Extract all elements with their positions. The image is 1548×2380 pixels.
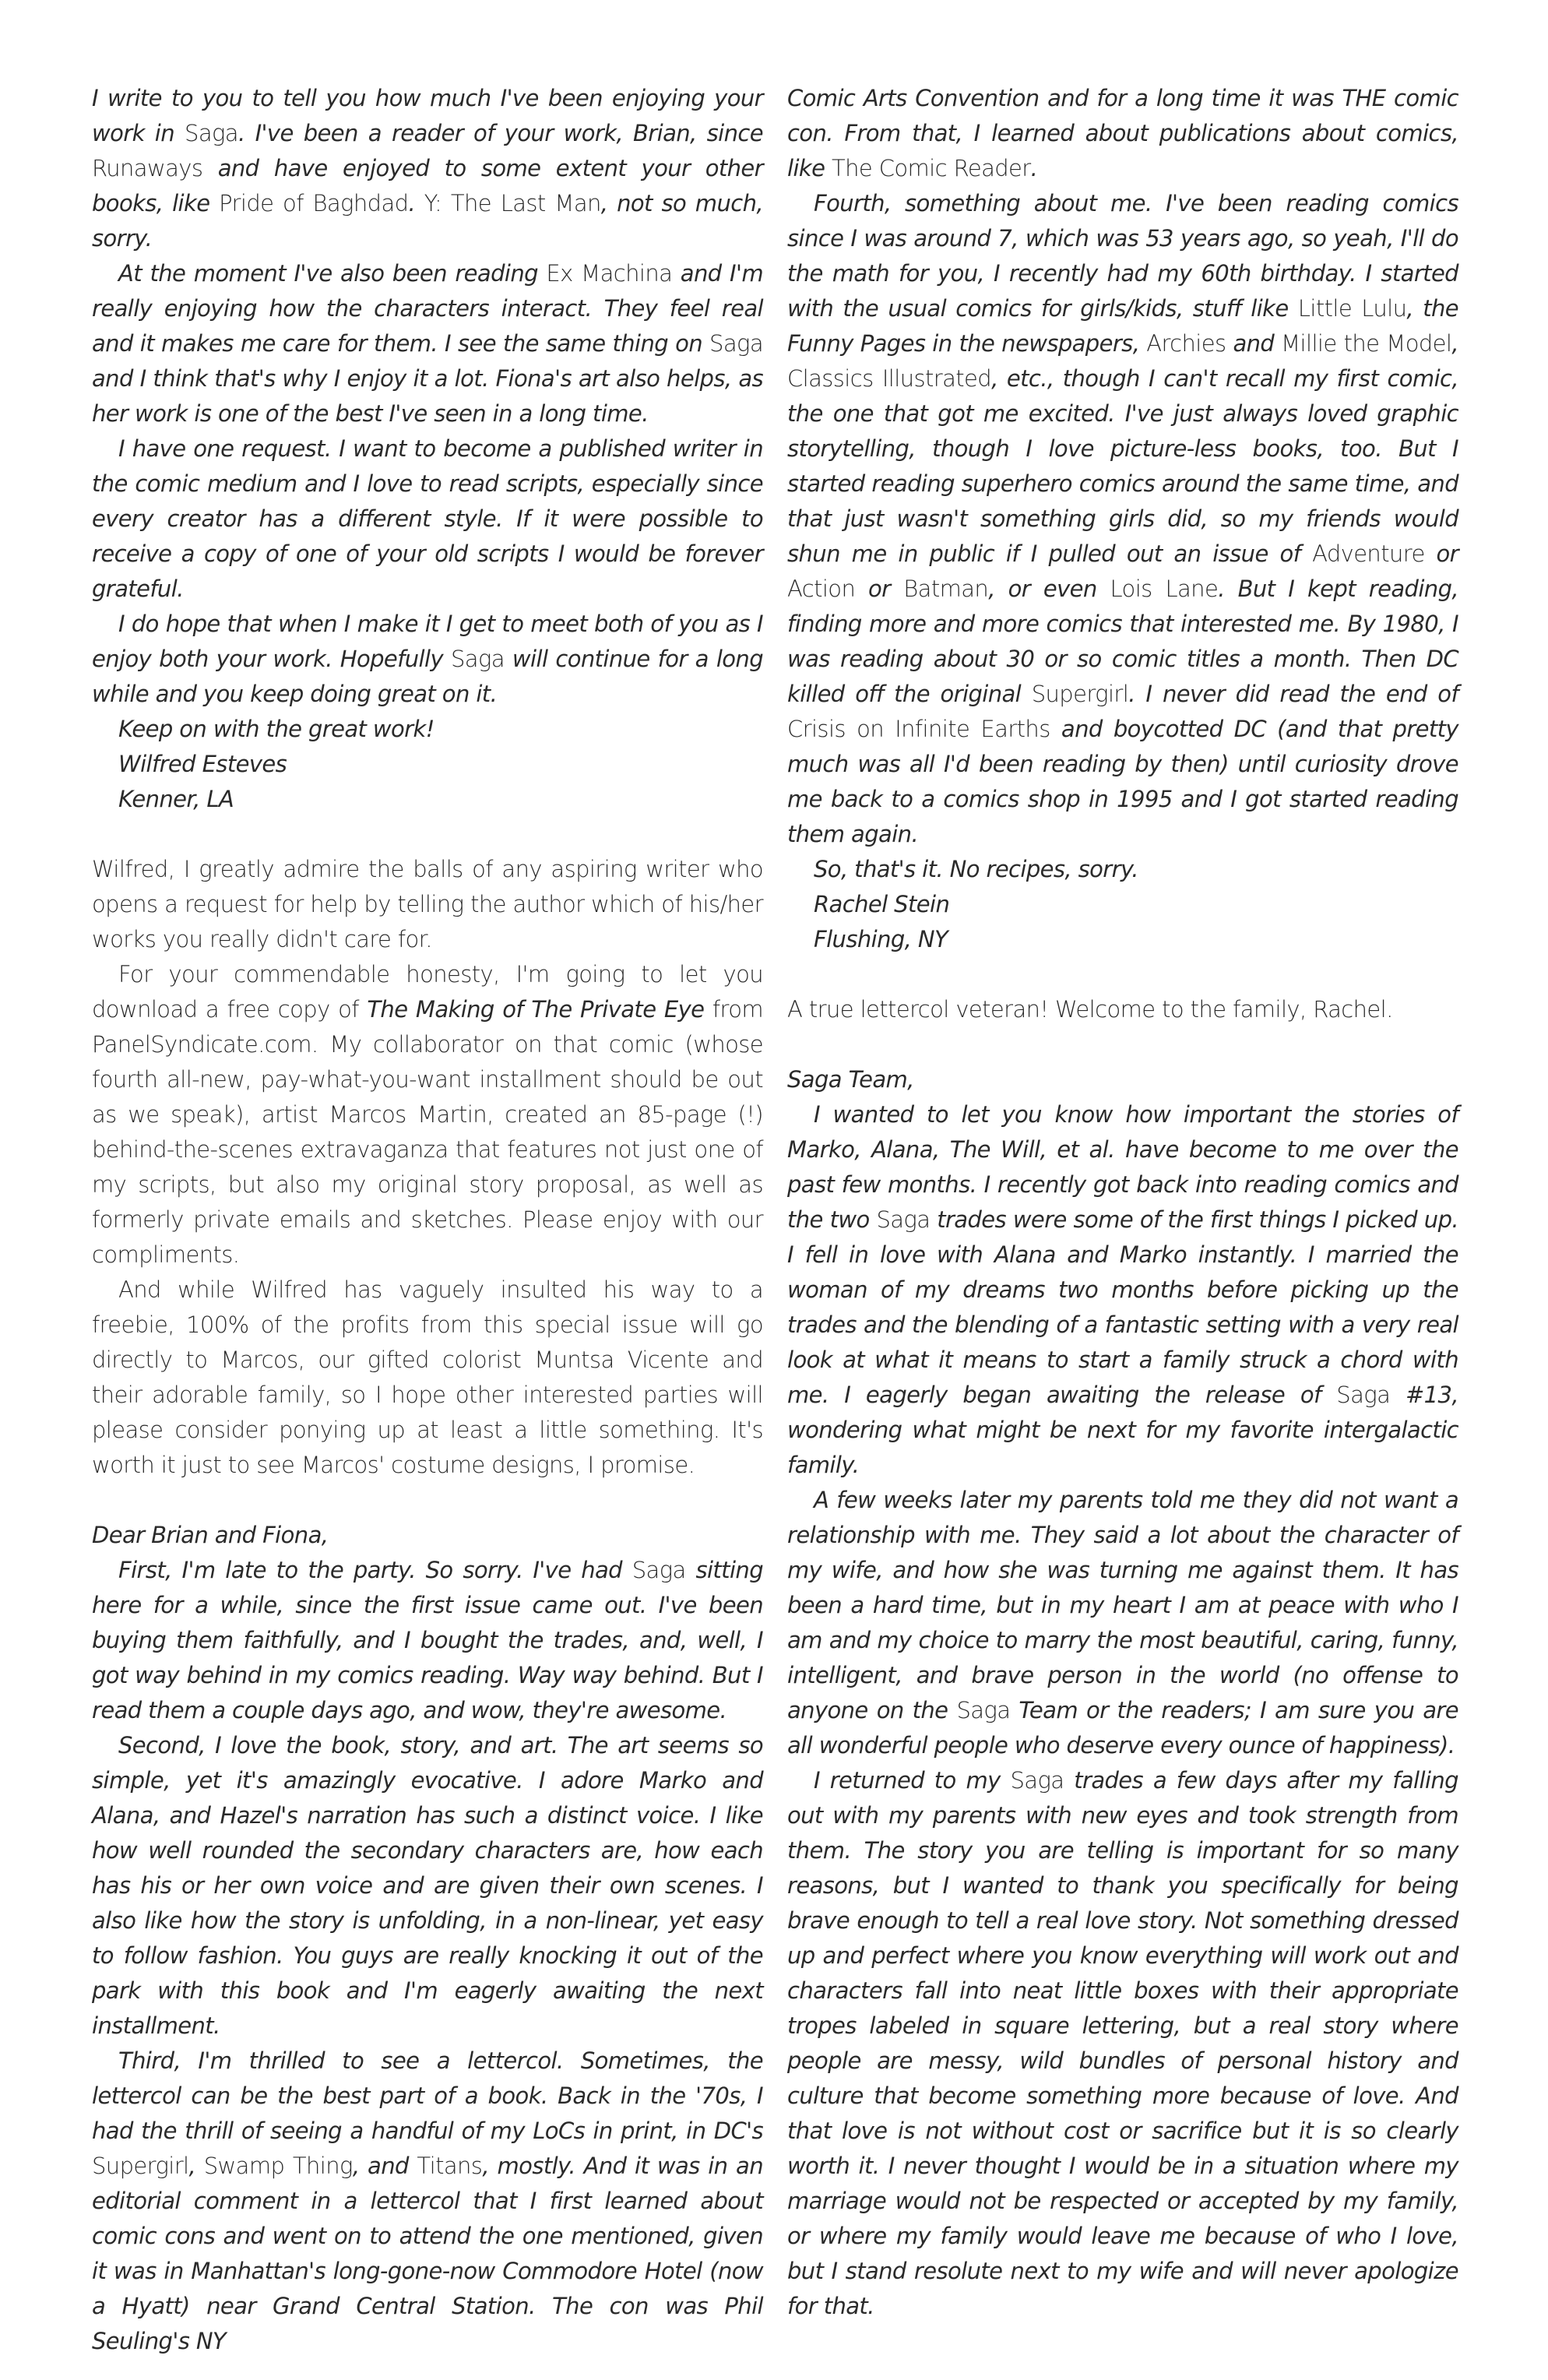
title-text: Adventure [1312,540,1425,567]
letter-paragraph: I do hope that when I make it I get to meet both of you as I enjoy both your work. Hopefully Saga will continue for a long while and you keep doing great on it. [92,611,764,707]
letter-rachel-continued [787,81,1458,957]
letter-paragraph: A few weeks later my parents told me they did not want a relationship with me. They said a lot about the character of my wife, and how she was turning me against them. It has been a hard time, but in my heart I am at peace with who I am and my choice to marry the most beautiful, caring, funny, intelligent, and brave person in the world (no offense to anyone on the Saga Team or the readers; I am sure you are all wonderful people who deserve every ounce of happiness). [787,1487,1458,1759]
reply-paragraph [92,957,763,1273]
title-text: Saga [632,1557,686,1583]
reply-text: For your commendable honesty, I'm going to let you download a free copy of [92,961,763,1023]
letter-paragraph: Second, I love the book, story, and art. The art seems so simple, yet it's amazingly evocative. I adore Marko and Alana, and Hazel's narration has such a distinct voice. I like how well rounded the secondary characters are, how each has his or her own voice and are given their own scenes. I also like how the story is unfolding, in a non-linear, yet easy to follow fashion. You guys are really knocking it out of the park with this book and I'm eagerly awaiting the next installment. [92,1732,763,2039]
letter-rachel [92,1518,763,2359]
reply-wilfred [92,852,763,1483]
letter-author: Rachel Stein [814,891,950,917]
reply-paragraph: Wilfred, I greatly admire the balls of any aspiring writer who opens a request for help by telling the author which of his/her works you really didn't care for. [92,856,763,952]
title-text: Action [787,576,856,602]
letter-salutation: Saga Team, [787,1066,914,1093]
title-text: Supergirl [92,2153,189,2179]
title-text: Archies [1146,330,1226,357]
letter-paragraph: Fourth, something about me. I've been reading comics since I was around 7, which was 53 years ago, so yeah, I'll do the math for you, I recently had my 60th birthday. I started with the usual comics for girls/kids, stuff like Little Lulu, the Funny Pages in the newspapers, Archies and Millie the Model, Classics Illustrated, etc., though I can't recall my first comic, the one that got me excited. I've just always loved graphic storytelling, though I love picture-less books, too. But I started reading superhero comics around the same time, and that just wasn't something girls did, so my friends would shun me in public if I pulled out an issue of Adventure or Action or Batman, or even Lois Lane. But I kept reading, finding more and more comics that interested me. By 1980, I was reading about 30 or so comic titles a month. Then DC killed off the original Supergirl. I never did read the end of Crisis on Infinite Earths and boycotted DC (and that pretty much was all I'd been reading by then) until curiosity drove me back to a comics shop in 1995 and I got started reading them again. [787,190,1459,847]
title-text: Crisis on Infinite Earths [787,716,1050,742]
letter-location: Flushing, NY [814,926,948,952]
letter-paragraph: At the moment I've also been reading Ex Machina and I'm really enjoying how the characters interact. They feel real and it makes me care for them. I see the same thing on Saga and I think that's why I enjoy it a lot. Fiona's art also helps, as her work is one of the best I've seen in a long time. [92,260,763,427]
reply-rachel: A true lettercol veteran! Welcome to the family, Rachel. [787,996,1393,1023]
title-text: Supergirl [1031,681,1129,707]
letter-paragraph: Comic Arts Convention and for a long time it was THE comic con. From that, I learned about publications about comics, like The Comic Reader. [787,85,1458,181]
title-text: Y: The Last Man [424,190,601,217]
title-text: Saga [1336,1382,1391,1408]
title-text: Classics Illustrated [787,365,992,392]
title-text: Millie the Model [1281,330,1452,357]
letter-paragraph: I have one request. I want to become a published writer in the comic medium and I love to read scripts, especially since every creator has a different style. If it were possible to receive a copy of one of your old scripts I would be forever grateful. [92,435,763,602]
title-text: Swamp Thing [203,2153,353,2179]
letter-saga-team [787,1062,1458,2324]
title-text: Ex Machina [546,260,673,287]
letter-signoff: Keep on with the great work! [118,716,434,742]
letter-location: Kenner, LA [118,786,234,812]
title-text: Saga [185,120,238,146]
right-column [787,81,1458,2324]
title-text: The Comic Reader [831,155,1031,181]
letter-paragraph: Third, I'm thrilled to see a lettercol. Sometimes, the lettercol can be the best part of a book. Back in the '70s, I had the thrill of seeing a handful of my LoCs in print, in DC's Supergirl, Swamp Thing, and Titans, mostly. And it was in an editorial comment in a lettercol that I first learned about comic cons and went on to attend the one mentioned, given it was in Manhattan's long-gone-now Commodore Hotel (now a Hyatt) near Grand Central Station. The con was Phil Seuling's NY [92,2047,763,2354]
letter-salutation: Dear Brian and Fiona, [92,1522,329,1548]
title-text: Lois Lane [1110,576,1219,602]
title-text: Little Lulu [1297,295,1407,322]
reply-text: from PanelSyndicate.com. My collaborator on that comic (whose fourth all-new, pay-what-you-want installment should be out as we speak), artist Marcos Martin, created an 85-page (!) behind-the-scenes extravaganza that features not just one of my scripts, but also my original story proposal, as well as formerly private emails and sketches. Please enjoy with our compliments. [92,996,763,1268]
title-text: Runaways [92,155,203,181]
left-column [92,81,763,2359]
title-text: Saga [709,330,763,357]
letter-paragraph: First, I'm late to the party. So sorry. I've had Saga sitting here for a while, since the first issue came out. I've been buying them faithfully, and I bought the trades, and, well, I got way behind in my comics reading. Way way behind. But I read them a couple days ago, and wow, they're awesome. [92,1557,763,1723]
reply-paragraph: And while Wilfred has vaguely insulted his way to a freebie, 100% of the profits from this special issue will go directly to Marcos, our gifted colorist Muntsa Vicente and their adorable family, so I hope other interested parties will please consider ponying up at least a little something. It's worth it just to see Marcos' costume designs, I promise. [92,1276,763,1478]
title-text: Saga [1010,1767,1064,1794]
book-title: The Making of The Private Eye [367,996,705,1023]
title-text: Saga [956,1697,1011,1723]
letter-paragraph: I returned to my Saga trades a few days after my falling out with my parents with new eyes and took strength from them. The story you are telling is important for so many reasons, but I wanted to thank you specifically for being brave enough to tell a real love story. Not something dressed up and perfect where you know everything will work out and characters fall into neat little boxes with their appropriate tropes labeled in square lettering, but a real story where people are messy, wild bundles of personal history and culture that become something more because of love. And that love is not without cost or sacrifice but it is so clearly worth it. I never thought I would be in a situation where my marriage would not be respected or accepted by my family, or where my family would leave me because of who I love, but I stand resolute next to my wife and will never apologize for that. [787,1767,1458,2319]
letter-author: Wilfred Esteves [118,751,287,777]
title-text: Batman [903,576,989,602]
letter-paragraph: I wanted to let you know how important the stories of Marko, Alana, The Will, et al. have become to me over the past few months. I recently got back into reading comics and the two Saga trades were some of the first things I picked up. I fell in love with Alana and Marko instantly. I married the woman of my dreams two months before picking up the trades and the blending of a fantastic setting with a very real look at what it means to start a family struck a chord with me. I eagerly began awaiting the release of Saga #13, wondering what might be next for my favorite intergalactic family. [787,1101,1459,1478]
title-text: Saga [451,646,505,672]
title-text: Titans [417,2153,483,2179]
title-text: Saga [876,1206,931,1233]
letter-wilfred [92,81,763,817]
letter-signoff: So, that's it. No recipes, sorry. [814,856,1138,882]
title-text: Pride of Baghdad [219,190,409,217]
letter-paragraph: I write to you to tell you how much I've been enjoying your work in Saga. I've been a reader of your work, Brian, since Runaways and have enjoyed to some extent your other books, like Pride of Baghdad. Y: The Last Man, not so much, sorry. [92,85,763,252]
